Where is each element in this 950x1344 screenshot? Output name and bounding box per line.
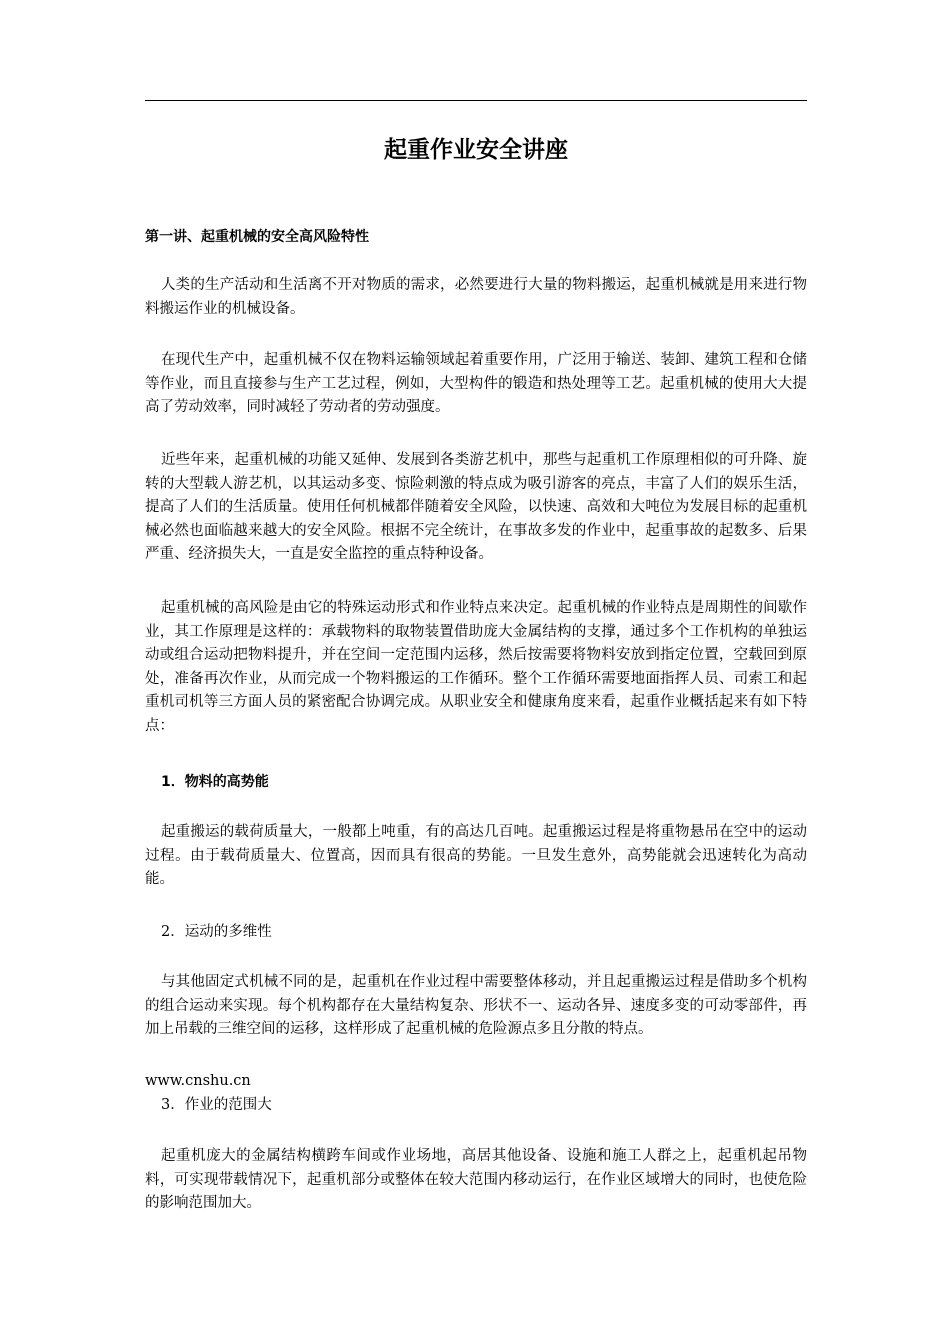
document-page (145, 0, 807, 1344)
website-url: www.cnshu.cn (145, 1073, 251, 1089)
point-3-body: 起重机庞大的金属结构横跨车间或作业场地，高居其他设备、设施和施工人群之上，起重机起吊物料，可实现带载情况下，起重机部分或整体在较大范围内移动运行，在作业区域增大的同时，也使危险的影响范围加大。 (145, 1148, 807, 1211)
point-2-heading: 2．运动的多维性 (161, 924, 272, 940)
point-1-body: 起重搬运的载荷质量大，一般都上吨重，有的高达几百吨。起重搬运过程是将重物悬吊在空中的运动过程。由于载荷质量大、位置高，因而具有很高的势能。一旦发生意外，高势能就会迅速转化为高动能。 (145, 824, 807, 887)
point-3-heading: 3．作业的范围大 (161, 1097, 272, 1113)
paragraph-3: 近些年来，起重机械的功能又延伸、发展到各类游艺机中，那些与起重机工作原理相似的可升降、旋转的大型载人游艺机，以其运动多变、惊险刺激的特点成为吸引游客的亮点，丰富了人们的娱乐生活，提高了人们的生活质量。使用任何机械都伴随着安全风险，以快速、高效和大吨位为发展目标的起重机械必然也面临越来越大的安全风险。根据不完全统计，在事故多发的作业中，起重事故的起数多、后果严重、经济损失大，一直是安全监控的重点特种设备。 (145, 452, 807, 562)
point-1-heading: 1．物料的高势能 (161, 774, 269, 790)
document-title: 起重作业安全讲座 (384, 137, 568, 163)
paragraph-1: 人类的生产活动和生活离不开对物质的需求，必然要进行大量的物料搬运，起重机械就是用来进行物料搬运作业的机械设备。 (145, 277, 807, 317)
section-heading: 第一讲、起重机械的安全高风险特性 (145, 229, 369, 245)
point-2-body: 与其他固定式机械不同的是，起重机在作业过程中需要整体移动，并且起重搬运过程是借助多个机构的组合运动来实现。每个机构都存在大量结构复杂、形状不一、运动各异、速度多变的可动零部件，再加上吊载的三维空间的运移，这样形成了起重机械的危险源点多且分散的特点。 (145, 974, 807, 1037)
paragraph-4: 起重机械的高风险是由它的特殊运动形式和作业特点来决定。起重机械的作业特点是周期性的间歇作业，其工作原理是这样的：承载物料的取物装置借助庞大金属结构的支撑，通过多个工作机构的单独运动或组合运动把物料提升，并在空间一定范围内运移，然后按需要将物料安放到指定位置，空载回到原处，准备再次作业，从而完成一个物料搬运的工作循环。整个工作循环需要地面指挥人员、司索工和起重机司机等三方面人员的紧密配合协调完成。从职业安全和健康角度来看，起重作业概括起来有如下特点： (145, 600, 807, 734)
paragraph-2: 在现代生产中，起重机械不仅在物料运输领域起着重要作用，广泛用于输送、装卸、建筑工程和仓储等作业，而且直接参与生产工艺过程，例如，大型构件的锻造和热处理等工艺。起重机械的使用大大提高了劳动效率，同时减轻了劳动者的劳动强度。 (145, 352, 807, 415)
header-rule (145, 100, 807, 101)
